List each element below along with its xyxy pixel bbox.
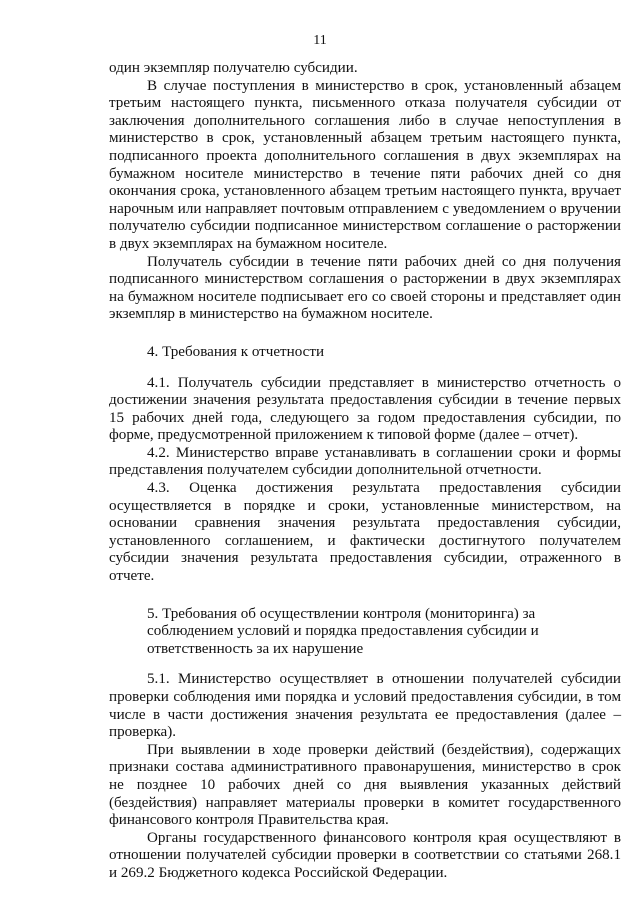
paragraph-5-1: 5.1. Министерство осуществляет в отношении получателей субсидии проверки соблюдения ими порядка и условий предоставления субсидии, в том числе в части достижения значения результата ее предоставления (далее – проверка). [109,671,621,741]
paragraph-termination-procedure: В случае поступления в министерство в срок, установленный абзацем третьим настоящего пункта, письменного отказа получателя субсидии от заключения дополнительного соглашения либо в случае непоступления в министерство в срок, установленный абзацем третьим настоящего пункта, подписанного проекта дополнительного соглашения в двух экземплярах на бумажном носителе министерство в течение пяти рабочих дней со дня окончания срока, установленного абзацем третьим настоящего пункта, вручает нарочным или направляет почтовым отправлением с уведомлением о вручении получателю субсидии подписанное министерством соглашение о расторжении в двух экземплярах на бумажном носителе. [109,77,621,252]
paragraph-4-1: 4.1. Получатель субсидии представляет в министерство отчетность о достижении значения результата предоставления субсидии в течение первых 15 рабочих дней года, следующего за годом предоставления субсидии, по форме, предусмотренной приложением к типовой форме (далее – отчет). [109,374,621,444]
paragraph-violation-detection: При выявлении в ходе проверки действий (бездействия), содержащих признаки состава административного правонарушения, министерство в срок не позднее 10 рабочих дней со дня выявления указанных действий (бездействия) направляет материалы проверки в комитет государственного финансового контроля Правительства края. [109,741,621,829]
section-heading-5: 5. Требования об осуществлении контроля (мониторинга) за соблюдением условий и порядка предоставления субсидии и ответственность за их нарушение [147,605,539,657]
page-number: 11 [313,33,327,48]
section-heading-4: 4. Требования к отчетности [147,343,325,360]
paragraph-4-3: 4.3. Оценка достижения результата предоставления субсидии осуществляется в порядке и сроки, установленные министерством, на основании сравнения значения результата предоставления субсидии, установленного соглашением, и фактически достигнутого получателем субсидии значения результата предоставления субсидии, отраженного в отчете. [109,480,621,585]
paragraph-recipient-signing: Получатель субсидии в течение пяти рабочих дней со дня получения подписанного министерством соглашения о расторжении в двух экземплярах на бумажном носителе подписывает его со своей стороны и представляет один экземпляр в министерство на бумажном носителе. [109,253,621,323]
paragraph-4-2: 4.2. Министерство вправе устанавливать в соглашении сроки и формы представления получателем субсидии дополнительной отчетности. [109,444,621,479]
paragraph-state-control: Органы государственного финансового контроля края осуществляют в отношении получателей субсидии проверки в соответствии со статьями 268.1 и 269.2 Бюджетного кодекса Российской Федерации. [109,829,621,881]
document-body [109,60,621,883]
paragraph-continuation: один экземпляр получателю субсидии. [109,60,358,76]
